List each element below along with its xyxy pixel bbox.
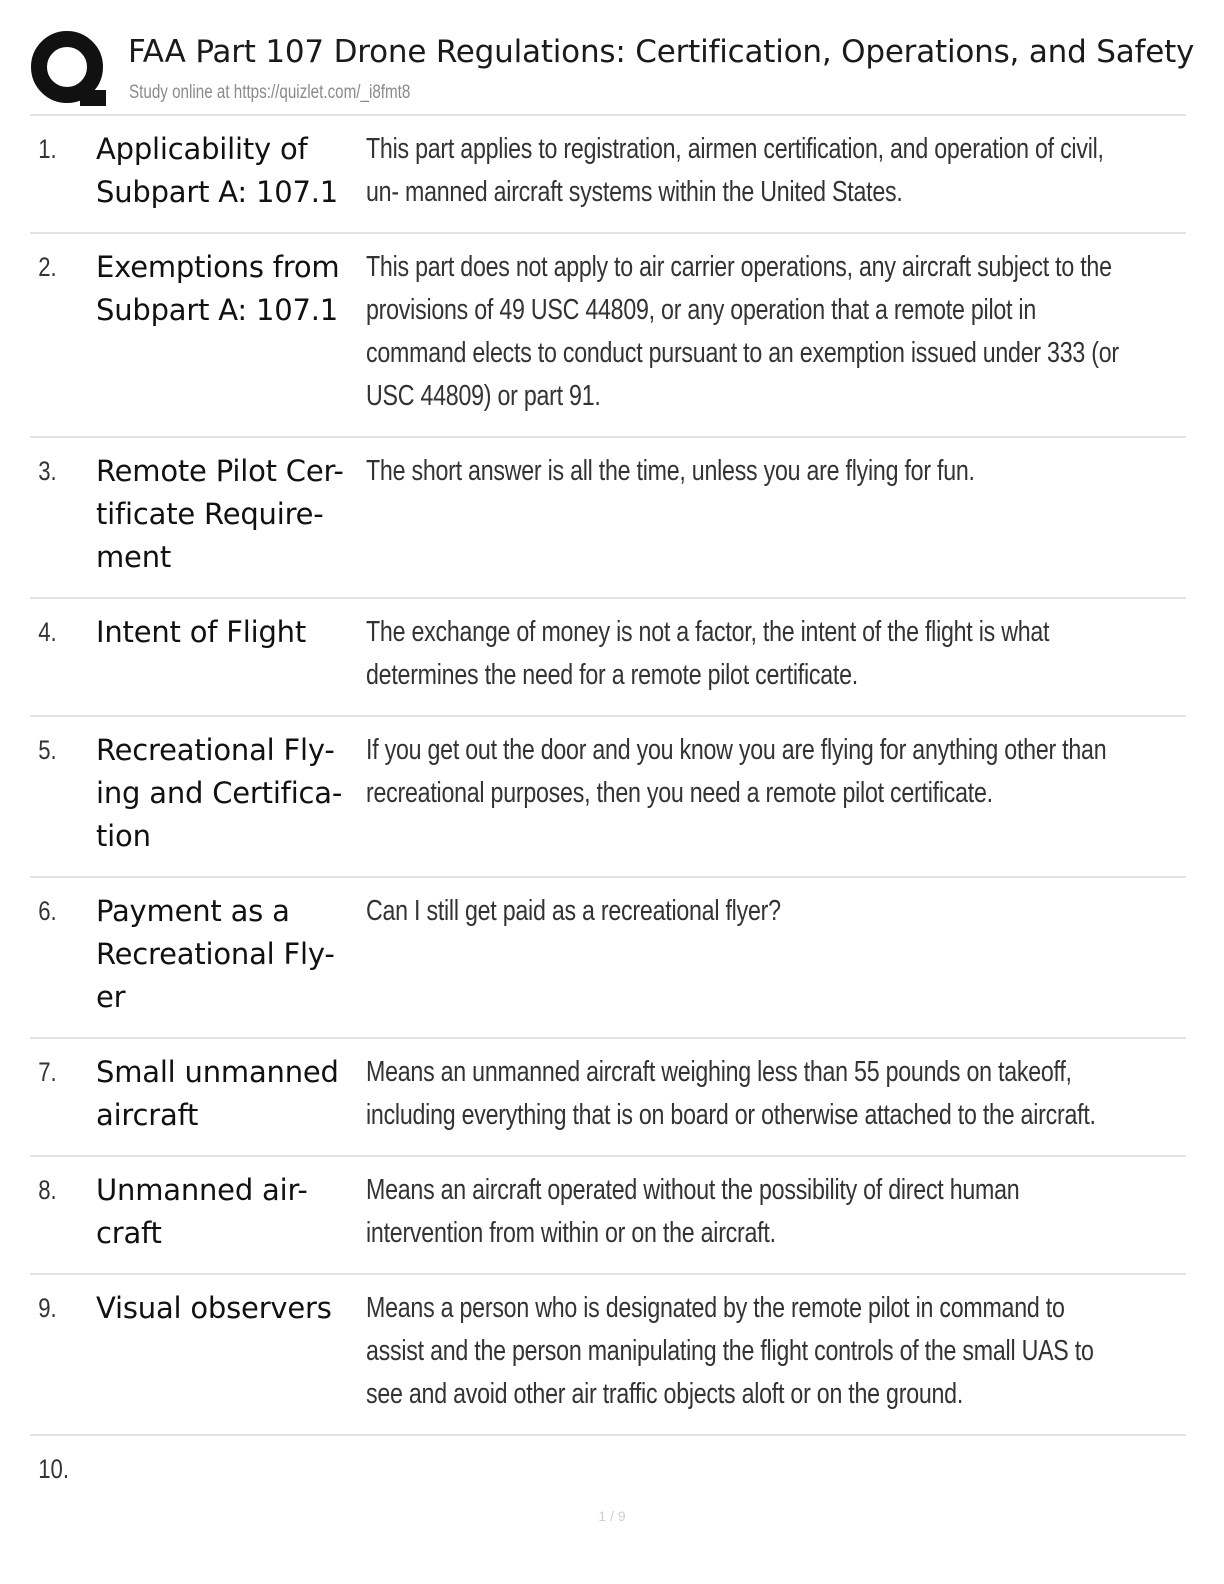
flashcard-row-1 xyxy=(30,116,1186,234)
card-definition: Can I still get paid as a recreational flyer? xyxy=(366,895,781,927)
page-number: 1 / 9 xyxy=(598,1508,626,1524)
page-header xyxy=(30,26,1195,116)
card-term xyxy=(96,1448,366,1506)
card-number: 2. xyxy=(38,252,57,282)
flashcard-row-2 xyxy=(30,234,1186,438)
card-term: Intent of Flight xyxy=(96,615,307,649)
card-term: Exemptions from Subpart A: 107.1 xyxy=(96,250,340,327)
page-title: FAA Part 107 Drone Regulations: Certification, Operations, and Safety xyxy=(128,34,1195,70)
card-definition: If you get out the door and you know you are flying for anything other than recreational purposes, then you need a remote pilot certificate. xyxy=(366,734,1107,809)
card-definition: The exchange of money is not a factor, the intent of the flight is what determines the need for a remote pilot certificate. xyxy=(366,616,1050,691)
card-term: Applicability of Subpart A: 107.1 xyxy=(96,132,339,209)
quizlet-q-logo-icon xyxy=(30,30,108,108)
card-term: Recreational Fly- ing and Certifica- tion xyxy=(96,733,343,853)
flashcard-row-7 xyxy=(30,1039,1186,1157)
card-number: 7. xyxy=(38,1057,57,1087)
card-number: 3. xyxy=(38,456,57,486)
card-number: 8. xyxy=(38,1175,57,1205)
study-online-link-text: Study online at https://quizlet.com/_i8fmt8 xyxy=(129,82,411,103)
flashcard-row-10 xyxy=(30,1436,1186,1506)
card-definition: Means an unmanned aircraft weighing less than 55 pounds on takeoff, including everything that is on board or otherwise attached to the aircraft. xyxy=(366,1056,1096,1131)
card-number: 9. xyxy=(38,1293,57,1323)
card-term: Visual observers xyxy=(96,1291,332,1325)
card-term: Payment as a Recreational Fly- er xyxy=(96,894,335,1014)
card-definition: Means an aircraft operated without the possibility of direct human intervention from within or on the aircraft. xyxy=(366,1174,1020,1249)
card-number: 6. xyxy=(38,896,57,926)
card-definition: The short answer is all the time, unless you are flying for fun. xyxy=(366,455,975,487)
card-term: Remote Pilot Cer- tificate Require- ment xyxy=(96,454,344,574)
card-number: 10. xyxy=(38,1454,69,1484)
flashcard-row-3 xyxy=(30,438,1186,599)
flashcard-row-5 xyxy=(30,717,1186,878)
card-term: Unmanned air- craft xyxy=(96,1173,308,1250)
flashcard-row-6 xyxy=(30,878,1186,1039)
card-definition: This part applies to registration, airmen certification, and operation of civil, un- manned aircraft systems within the United States. xyxy=(366,133,1104,208)
flashcard-row-8 xyxy=(30,1157,1186,1275)
flashcard-row-9 xyxy=(30,1275,1186,1436)
card-definition: This part does not apply to air carrier operations, any aircraft subject to the provisions of 49 USC 44809, or any operation that a remote pilot in command elects to conduct pursuant to an exemption issued under 333 (or USC 44809) or part 91. xyxy=(366,251,1119,412)
card-definition: Means a person who is designated by the remote pilot in command to assist and the person manipulating the flight controls of the small UAS to see and avoid other air traffic objects aloft or on the ground. xyxy=(366,1292,1094,1410)
card-number: 1. xyxy=(38,134,57,164)
card-number: 4. xyxy=(38,617,57,647)
flashcard-row-4 xyxy=(30,599,1186,717)
card-number: 5. xyxy=(38,735,57,765)
flashcard-list xyxy=(30,116,1186,1506)
card-term: Small unmanned aircraft xyxy=(96,1055,339,1132)
